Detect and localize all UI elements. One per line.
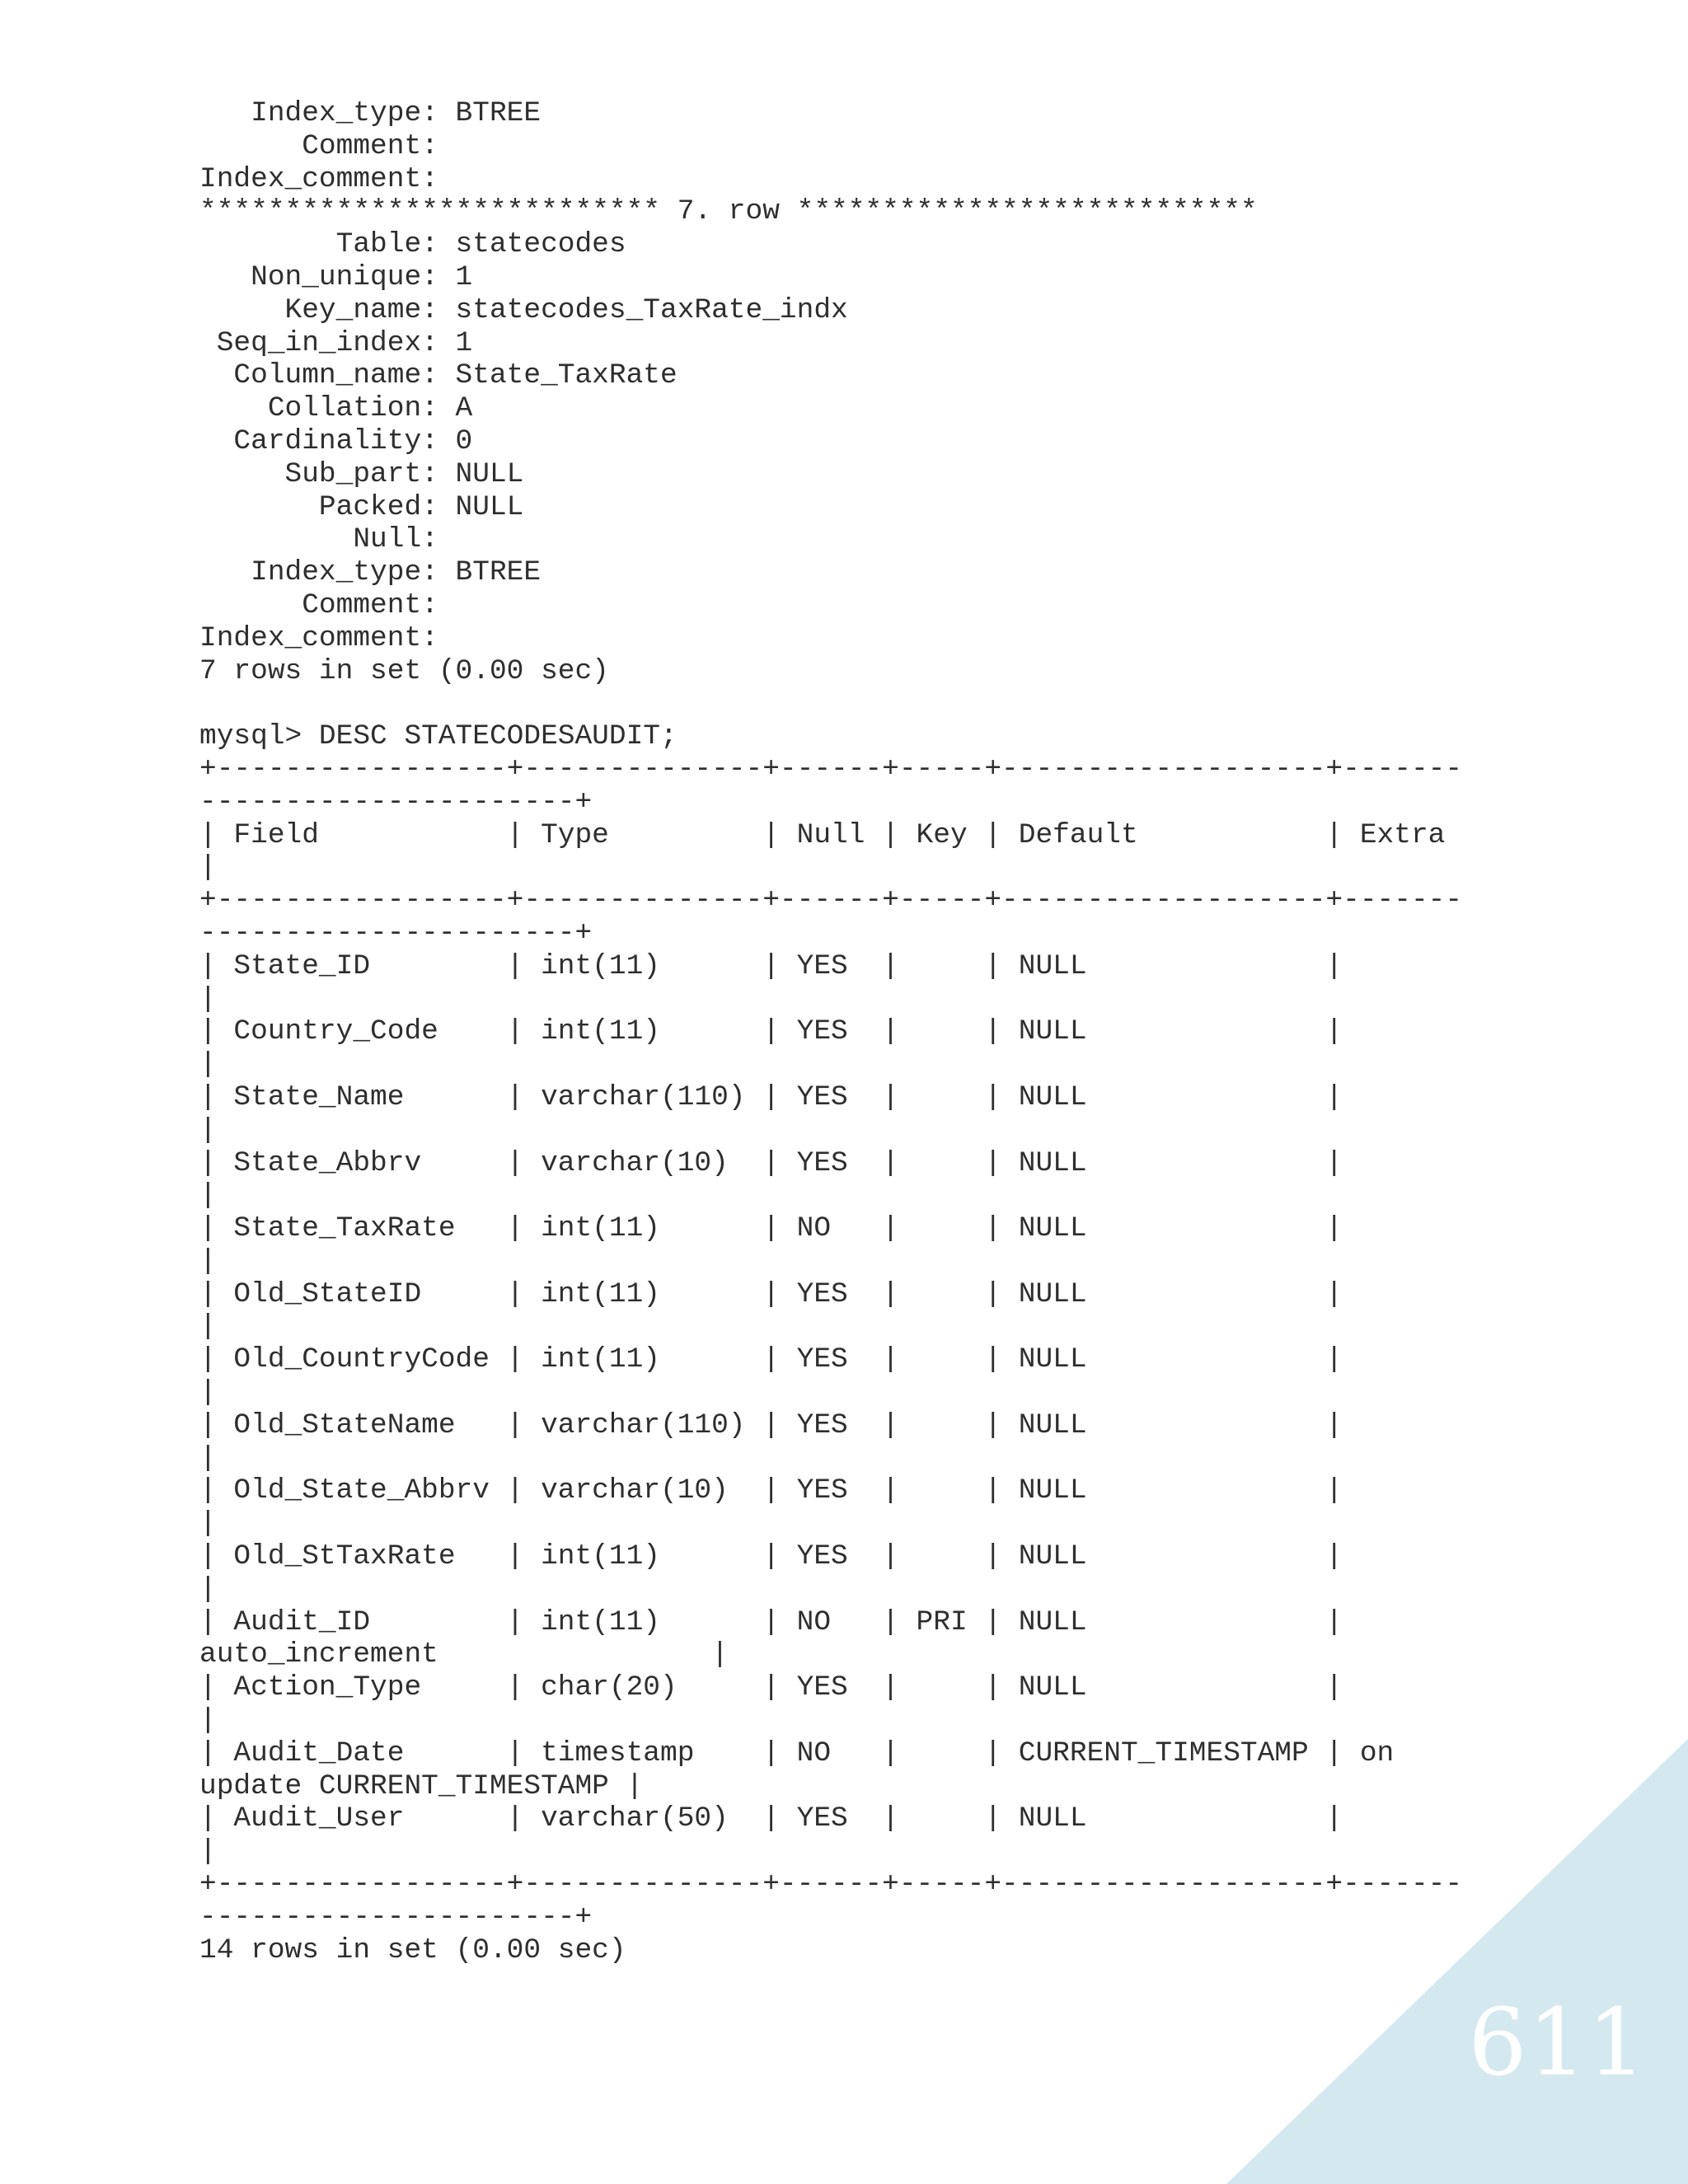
mysql-console-listing [199,97,1462,1966]
listing-line: | Action_Type | char(20) | YES | | NULL | [199,1671,1343,1704]
listing-line: | Audit_Date | timestamp | NO | | CURRENT_TIMESTAMP | on [199,1736,1395,1769]
listing-line: Index_comment: [199,162,456,195]
listing-line: | [199,1113,217,1146]
listing-line: Comment: [199,129,456,162]
listing-line: | [199,1244,217,1277]
corner-triangle-shape [1226,1739,1688,2184]
listing-line: Comment: [199,588,456,621]
listing-line: | Old_StTaxRate | int(11) | YES | | NULL | [199,1540,1343,1573]
listing-line: Packed: NULL [199,490,524,523]
listing-line: | [199,1179,217,1212]
listing-line: | State_Abbrv | varchar(10) | YES | | NULL | [199,1146,1343,1179]
listing-line: +-----------------+--------------+------+-----+-------------------+------- [199,1868,1463,1901]
listing-line: | [199,1835,217,1868]
listing-line: Column_name: State_TaxRate [199,359,678,392]
listing-line: ----------------------+ [199,916,593,949]
listing-line: | Audit_User | varchar(50) | YES | | NULL | [199,1802,1343,1835]
listing-line: Index_type: BTREE [199,556,542,589]
listing-line: 14 rows in set (0.00 sec) [199,1933,626,1966]
listing-line: mysql> DESC STATECODESAUDIT; [199,720,678,753]
listing-line: | [199,1048,217,1081]
listing-line: Null: [199,523,456,556]
corner-triangle-decoration [1226,1739,1688,2184]
listing-line: | Old_StateID | int(11) | YES | | NULL | [199,1277,1343,1310]
listing-line: +-----------------+--------------+------+-----+-------------------+------- [199,884,1463,917]
listing-line: +-----------------+--------------+------+-----+-------------------+------- [199,752,1463,785]
listing-line: | Old_StateName | varchar(110) | YES | | NULL | [199,1408,1343,1441]
listing-line: Index_comment: [199,621,456,654]
listing-line: | [199,1310,217,1343]
listing-line: | Old_CountryCode | int(11) | YES | | NULL | [199,1343,1343,1376]
listing-line: Cardinality: 0 [199,424,473,457]
listing-line: Seq_in_index: 1 [199,326,473,359]
listing-line: | [199,1572,217,1605]
listing-line: | Audit_ID | int(11) | NO | PRI | NULL | [199,1605,1343,1638]
listing-line: Non_unique: 1 [199,260,473,293]
listing-line: | State_ID | int(11) | YES | | NULL | [199,949,1343,982]
listing-line: | Country_Code | int(11) | YES | | NULL | [199,1015,1343,1048]
listing-line: Collation: A [199,392,473,425]
listing-line: | Old_State_Abbrv | varchar(10) | YES | | NULL | [199,1474,1343,1507]
listing-line: update CURRENT_TIMESTAMP | [199,1769,644,1802]
listing-line: | [199,1376,217,1409]
listing-line: *************************** 7. row *************************** [199,195,1258,228]
listing-line: | [199,851,217,884]
listing-line: | [199,1704,217,1737]
listing-line: Key_name: statecodes_TaxRate_indx [199,293,848,326]
listing-line: ----------------------+ [199,1900,593,1933]
listing-line [199,687,1462,720]
listing-line: ----------------------+ [199,785,593,818]
listing-line: Table: statecodes [199,228,626,261]
listing-line: | [199,982,217,1015]
listing-line: Sub_part: NULL [199,457,524,490]
listing-line: | [199,1441,217,1474]
page-number: 611 [1468,1990,1647,2097]
listing-line: | State_Name | varchar(110) | YES | | NULL | [199,1080,1343,1113]
listing-line: | State_TaxRate | int(11) | NO | | NULL | [199,1212,1343,1245]
listing-line: | Field | Type | Null | Key | Default | Extra [199,818,1446,851]
listing-line: Index_type: BTREE [199,97,542,129]
listing-line: auto_increment | [199,1638,729,1671]
listing-line: | [199,1507,217,1540]
listing-line: 7 rows in set (0.00 sec) [199,654,609,687]
